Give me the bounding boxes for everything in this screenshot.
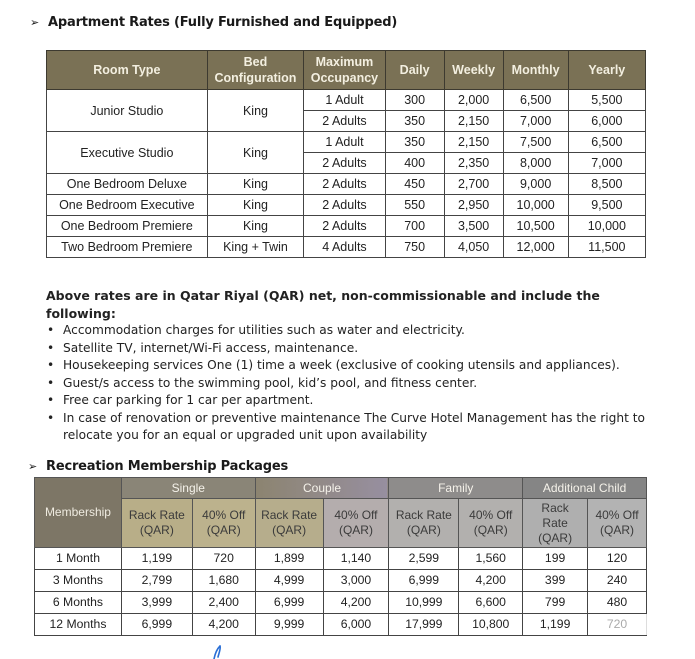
membership-title: Recreation Membership Packages — [46, 459, 288, 474]
monthly-rate-cell: 8,000 — [503, 153, 568, 174]
list-item: • Free car parking for 1 car per apartment. — [46, 392, 646, 410]
yearly-rate-cell: 7,000 — [568, 153, 645, 174]
child-rack-cell: 399 — [523, 570, 588, 592]
occupancy-cell: 2 Adults — [304, 153, 385, 174]
period-cell: 6 Months — [35, 592, 122, 614]
list-item: • In case of renovation or preventive maintenance The Curve Hotel Management has the right to relocate you for an equal or upgraded unit upon availability — [46, 410, 646, 445]
yearly-rate-cell: 10,000 — [568, 216, 645, 237]
weekly-rate-cell: 2,150 — [444, 132, 503, 153]
family-rack-cell: 6,999 — [389, 570, 459, 592]
occupancy-cell: 1 Adult — [304, 90, 385, 111]
child-off-cell: 720 — [588, 614, 647, 636]
family-off-cell: 10,800 — [459, 614, 523, 636]
arrow-bullet-icon: ➢ — [30, 16, 40, 29]
daily-rate-cell: 300 — [385, 90, 444, 111]
period-cell: 1 Month — [35, 548, 122, 570]
inclusions-list — [46, 322, 646, 445]
room-type-cell: Two Bedroom Premiere — [47, 237, 208, 258]
table-row — [35, 592, 647, 614]
occupancy-cell: 4 Adults — [304, 237, 385, 258]
header-line: 40% Off — [202, 508, 246, 522]
single-off-cell: 1,680 — [192, 570, 255, 592]
weekly-rate-cell: 2,000 — [444, 90, 503, 111]
weekly-rate-cell: 2,950 — [444, 195, 503, 216]
daily-rate-cell: 400 — [385, 153, 444, 174]
header-line: (QAR) — [139, 523, 174, 537]
header-line: Maximum — [315, 55, 374, 69]
bed-config-cell: King — [207, 132, 304, 174]
family-rack-cell: 2,599 — [389, 548, 459, 570]
child-rack-cell: 1,199 — [523, 614, 588, 636]
table-row — [47, 174, 646, 195]
room-type-cell: One Bedroom Deluxe — [47, 174, 208, 195]
apartment-rates-title: Apartment Rates (Fully Furnished and Equipped) — [48, 15, 398, 30]
header-line: Rack Rate — [261, 508, 318, 522]
couple-off-cell: 3,000 — [323, 570, 389, 592]
col-header-daily: Daily — [385, 51, 444, 90]
couple-rack-cell: 4,999 — [255, 570, 323, 592]
child-rack-cell: 199 — [523, 548, 588, 570]
col-header-room-type: Room Type — [47, 51, 208, 90]
monthly-rate-cell: 10,000 — [503, 195, 568, 216]
monthly-rate-cell: 10,500 — [503, 216, 568, 237]
notes-lead: Above rates are in Qatar Riyal (QAR) net, non-commissionable and include the following: — [46, 288, 600, 321]
couple-rack-cell: 1,899 — [255, 548, 323, 570]
couple-rack-cell: 6,999 — [255, 592, 323, 614]
weekly-rate-cell: 4,050 — [444, 237, 503, 258]
daily-rate-cell: 550 — [385, 195, 444, 216]
single-off-cell: 720 — [192, 548, 255, 570]
sub-header-rack-rate — [389, 499, 459, 548]
header-line: (QAR) — [406, 523, 441, 537]
couple-off-cell: 4,200 — [323, 592, 389, 614]
group-header-single: Single — [121, 478, 255, 499]
single-off-cell: 2,400 — [192, 592, 255, 614]
group-header-additional-child: Additional Child — [523, 478, 647, 499]
occupancy-cell: 2 Adults — [304, 216, 385, 237]
table-row — [47, 90, 646, 111]
child-off-cell: 120 — [588, 548, 647, 570]
membership-packages-table — [34, 477, 647, 636]
yearly-rate-cell: 11,500 — [568, 237, 645, 258]
header-line: 40% Off — [595, 508, 639, 522]
monthly-rate-cell: 12,000 — [503, 237, 568, 258]
occupancy-cell: 2 Adults — [304, 111, 385, 132]
period-cell: 12 Months — [35, 614, 122, 636]
bed-config-cell: King + Twin — [207, 237, 304, 258]
list-item: • Guest/s access to the swimming pool, kid’s pool, and fitness center. — [46, 375, 646, 393]
col-header-bed-configuration — [207, 51, 304, 90]
couple-off-cell: 6,000 — [323, 614, 389, 636]
family-off-cell: 1,560 — [459, 548, 523, 570]
yearly-rate-cell: 6,000 — [568, 111, 645, 132]
header-line: Bed — [243, 55, 268, 69]
col-header-yearly: Yearly — [568, 51, 645, 90]
bed-config-cell: King — [207, 216, 304, 237]
yearly-rate-cell: 6,500 — [568, 132, 645, 153]
header-line: (QAR) — [600, 523, 635, 537]
couple-rack-cell: 9,999 — [255, 614, 323, 636]
period-cell: 3 Months — [35, 570, 122, 592]
family-rack-cell: 17,999 — [389, 614, 459, 636]
header-line: Rack — [541, 500, 569, 515]
daily-rate-cell: 700 — [385, 216, 444, 237]
single-rack-cell: 6,999 — [121, 614, 192, 636]
weekly-rate-cell: 2,700 — [444, 174, 503, 195]
table-row — [47, 132, 646, 153]
sub-header-rack-rate — [255, 499, 323, 548]
list-item: • Satellite TV, internet/Wi-Fi access, maintenance. — [46, 340, 646, 358]
table-row — [35, 614, 647, 636]
header-line: Rack Rate — [128, 508, 185, 522]
family-off-cell: 4,200 — [459, 570, 523, 592]
yearly-rate-cell: 8,500 — [568, 174, 645, 195]
apartment-rates-heading — [30, 15, 397, 30]
header-line: (QAR) — [272, 523, 307, 537]
sub-header-rack-rate — [121, 499, 192, 548]
daily-rate-cell: 450 — [385, 174, 444, 195]
weekly-rate-cell: 3,500 — [444, 216, 503, 237]
room-type-cell: Junior Studio — [47, 90, 208, 132]
header-line: 40% Off — [469, 508, 513, 522]
child-rack-cell: 799 — [523, 592, 588, 614]
room-type-cell: Executive Studio — [47, 132, 208, 174]
sub-header-child-rack-rate — [523, 499, 588, 548]
header-line: Rate — [542, 515, 568, 530]
monthly-rate-cell: 6,500 — [503, 90, 568, 111]
group-header-family: Family — [389, 478, 523, 499]
table-row — [47, 237, 646, 258]
sub-header-40-off — [323, 499, 389, 548]
weekly-rate-cell: 2,350 — [444, 153, 503, 174]
header-line: 40% Off — [334, 508, 378, 522]
single-rack-cell: 1,199 — [121, 548, 192, 570]
daily-rate-cell: 750 — [385, 237, 444, 258]
single-rack-cell: 2,799 — [121, 570, 192, 592]
yearly-rate-cell: 5,500 — [568, 90, 645, 111]
header-line: (QAR) — [538, 530, 573, 545]
table-header-row — [47, 51, 646, 90]
single-off-cell: 4,200 — [192, 614, 255, 636]
table-row — [47, 195, 646, 216]
col-header-max-occupancy — [304, 51, 385, 90]
table-row — [35, 570, 647, 592]
room-type-cell: One Bedroom Executive — [47, 195, 208, 216]
monthly-rate-cell: 9,000 — [503, 174, 568, 195]
sub-header-40-off — [588, 499, 647, 548]
bed-config-cell: King — [207, 195, 304, 216]
single-rack-cell: 3,999 — [121, 592, 192, 614]
daily-rate-cell: 350 — [385, 132, 444, 153]
bed-config-cell: King — [207, 90, 304, 132]
col-header-weekly: Weekly — [444, 51, 503, 90]
list-item: • Accommodation charges for utilities such as water and electricity. — [46, 322, 646, 340]
bed-config-cell: King — [207, 174, 304, 195]
child-off-cell: 240 — [588, 570, 647, 592]
membership-heading — [28, 459, 288, 474]
monthly-rate-cell: 7,000 — [503, 111, 568, 132]
sub-header-40-off — [459, 499, 523, 548]
family-rack-cell: 10,999 — [389, 592, 459, 614]
sub-header-row — [35, 499, 647, 548]
group-header-couple: Couple — [255, 478, 389, 499]
daily-rate-cell: 350 — [385, 111, 444, 132]
list-item: • Housekeeping services One (1) time a week (exclusive of cooking utensils and appliances). — [46, 357, 646, 375]
occupancy-cell: 1 Adult — [304, 132, 385, 153]
header-line: Occupancy — [310, 71, 379, 85]
group-header-row — [35, 478, 647, 499]
sub-header-40-off — [192, 499, 255, 548]
col-header-membership: Membership — [35, 478, 122, 548]
family-off-cell: 6,600 — [459, 592, 523, 614]
couple-off-cell: 1,140 — [323, 548, 389, 570]
room-type-cell: One Bedroom Premiere — [47, 216, 208, 237]
occupancy-cell: 2 Adults — [304, 195, 385, 216]
apartment-rates-table — [46, 50, 646, 258]
monthly-rate-cell: 7,500 — [503, 132, 568, 153]
header-line: (QAR) — [338, 523, 373, 537]
header-line: (QAR) — [206, 523, 241, 537]
header-line: (QAR) — [473, 523, 508, 537]
yearly-rate-cell: 9,500 — [568, 195, 645, 216]
rates-notes — [46, 287, 646, 445]
weekly-rate-cell: 2,150 — [444, 111, 503, 132]
col-header-monthly: Monthly — [503, 51, 568, 90]
arrow-bullet-icon: ➢ — [28, 460, 38, 473]
header-line: Configuration — [214, 71, 297, 85]
child-off-cell: 480 — [588, 592, 647, 614]
table-row — [35, 548, 647, 570]
occupancy-cell: 2 Adults — [304, 174, 385, 195]
header-line: Rack Rate — [395, 508, 452, 522]
table-row — [47, 216, 646, 237]
